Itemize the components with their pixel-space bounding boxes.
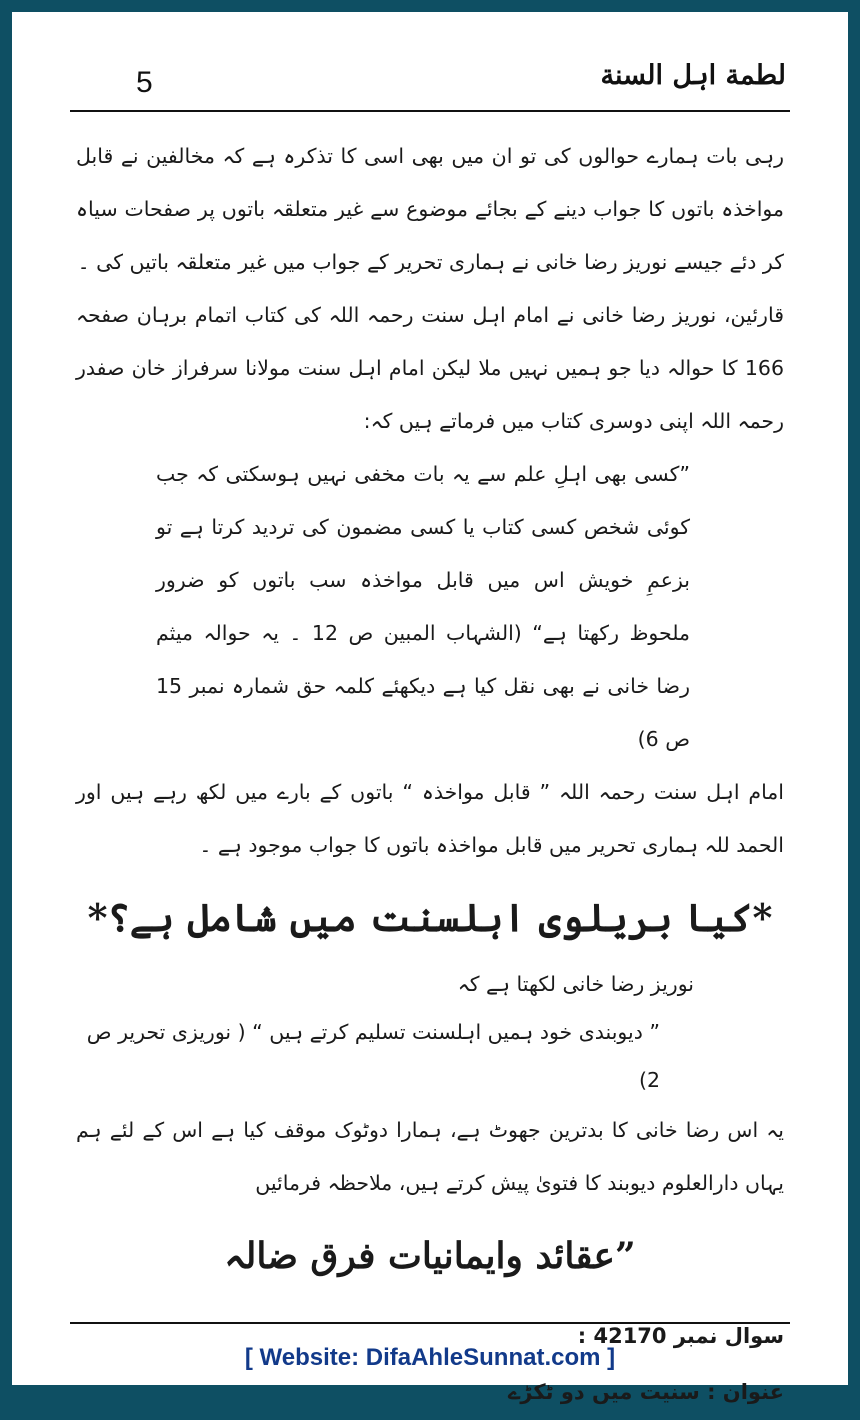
section-heading: *کیا بریلوی اہلسنت میں شامل ہے؟* — [87, 895, 773, 940]
page-header — [70, 52, 790, 112]
paragraph-3: امام اہل سنت رحمہ اللہ ” قابل مواخذہ “ باتوں کے بارے میں لکھ رہے ہیں اور الحمد للہ ہماری تحریر میں قابل مواخذہ باتوں کا جواب موجود ہے ۔ — [76, 780, 784, 857]
fatwa-heading: ”عقائد وایمانیات فرق ضالہ — [224, 1235, 636, 1277]
page-content — [76, 130, 784, 1420]
paragraph-1: رہی بات ہمارے حوالوں کی تو ان میں بھی اسی کا تذکرہ ہے کہ مخالفین نے قابل مواخذہ باتوں کا جواب دینے کے بجائے موضوع سے غیر متعلقہ باتوں پر صفحات سیاہ کر دئے جیسے نوریز رضا خانی نے ہماری تحریر کے جواب میں غیر متعلقہ باتیں کی ۔ — [76, 144, 784, 274]
paragraph-2: قارئین، نوریز رضا خانی نے امام اہل سنت رحمہ اللہ کی کتاب اتمام برہان صفحہ 166 کا حوالہ دیا جو ہمیں نہیں ملا لیکن امام اہل سنت مولانا سرفراز خان صفدر رحمہ اللہ اپنی دوسری کتاب میں فرماتے ہیں کہ: — [76, 303, 784, 433]
footer-divider — [70, 1322, 790, 1324]
page-number: 5 — [136, 66, 153, 99]
document-page — [12, 12, 848, 1404]
claim-intro: نوریز رضا خانی لکھتا ہے کہ — [457, 972, 694, 996]
website-link[interactable]: [ Website: DifaAhleSunnat.com ] — [244, 1344, 616, 1371]
fatwa-title: عنوان : سنیت میں دو ٹکڑے — [508, 1380, 784, 1404]
block-quote: ”کسی بھی اہلِ علم سے یہ بات مخفی نہیں ہوسکتی کہ جب کوئی شخص کسی کتاب یا کسی مضمون کی تردید کرتا ہے تو بزعمِ خویش اس میں قابل مواخذہ سب باتوں کو ضرور ملحوظ رکھتا ہے“ (الشہاب المبین ص 12 ۔ یہ حوالہ میثم رضا خانی نے بھی نقل کیا ہے دیکھئے کلمہ حق شمارہ نمبر 15 ص 6) — [156, 462, 691, 751]
fatwa-question-number: سوال نمبر 42170 : — [577, 1324, 784, 1348]
claim-quote: ” دیوبندی خود ہمیں اہلسنت تسلیم کرتے ہیں “ ( نوریزی تحریر ص 2) — [86, 1020, 660, 1092]
response-paragraph: یہ اس رضا خانی کا بدترین جھوٹ ہے، ہمارا دوٹوک موقف کیا ہے اس کے لئے ہم یہاں دارالعلوم دیوبند کا فتویٰ پیش کرتے ہیں، ملاحظہ فرمائیں — [76, 1118, 784, 1195]
book-title: لطمة اہل السنة — [600, 60, 786, 91]
